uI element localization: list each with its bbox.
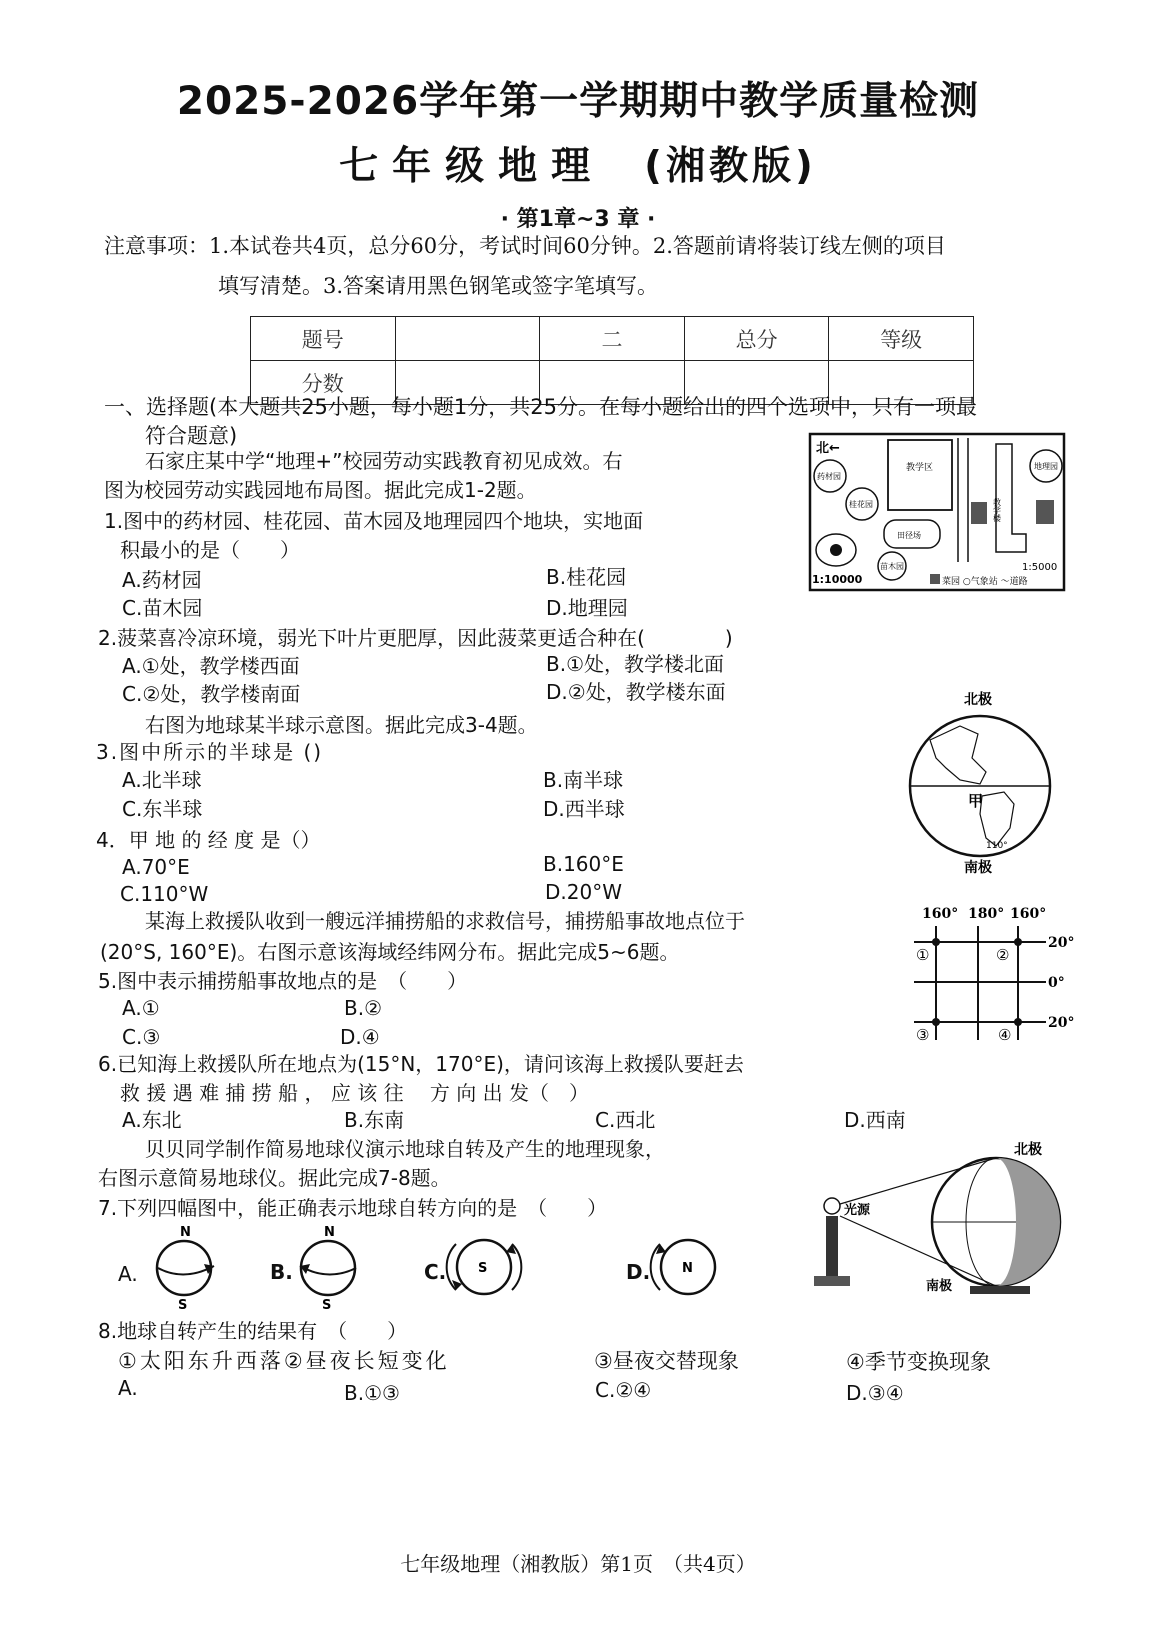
score-cell: 题号 [251,317,396,361]
guihua-label: 桂花园 [849,500,873,509]
option-d[interactable]: D.西半球 [543,797,625,821]
lat-label: 20° [1048,1015,1075,1031]
globe-figure [800,1136,1070,1302]
option-d[interactable]: D. [626,1260,651,1284]
globe-south-label: 南极 [926,1279,953,1294]
question-stem: 2.菠菜喜冷凉环境，弱光下叶片更肥厚，因此菠菜更适合种在( ) [98,626,733,650]
statement-4: ④季节变换现象 [846,1350,991,1374]
lat-label: 20° [1048,935,1075,951]
lon-label: 160° [922,906,959,922]
option-b[interactable]: B.桂花园 [546,565,627,589]
option-a[interactable]: A.北半球 [122,768,202,792]
question-stem: 4．甲 地 的 经 度 是（） [96,828,321,852]
notes-line2: 填写清楚。3.答案请用黑色钢笔或签字笔填写。 [218,274,659,298]
south-label: S [322,1298,332,1312]
option-a[interactable]: A.药材园 [122,568,202,592]
lon-label: 160° [1010,906,1047,922]
latlon-grid-figure [906,900,1076,1045]
question-stem: 1.图中的药材园、桂花园、苗木园及地理园四个地块，实地面 [104,509,644,533]
option-b[interactable]: B. [270,1260,293,1284]
option-a[interactable]: A.东北 [122,1108,182,1132]
dili-label: 地理园 [1034,462,1058,471]
score-cell: 总分 [684,317,829,361]
option-c[interactable]: C.东半球 [122,797,203,821]
north-label: N [180,1225,191,1240]
option-d[interactable]: D.②处，教学楼东面 [546,680,726,704]
score-cell: 等级 [829,317,974,361]
intro-text: 石家庄某中学“地理+”校园劳动实践教育初见成效。右 [145,449,623,473]
intro-text: 右图示意简易地球仪。据此完成7-8题。 [98,1166,451,1190]
option-d[interactable]: D.④ [340,1025,380,1049]
page-footer: 七年级地理（湘教版）第1页 （共4页） [400,1552,756,1576]
exam-title: 2025-2026学年第一学期期中教学质量检测 [176,79,980,124]
teaching-building-label: 教学楼 [992,498,1002,522]
score-cell [395,317,540,361]
option-c[interactable]: C.③ [122,1025,161,1049]
question-stem: 救 援 遇 难 捕 捞 船 ， 应 该 往 方 向 出 发（ ） [120,1081,590,1105]
globe-north-label: 北极 [1014,1142,1042,1158]
section-heading-cont: 符合题意) [145,424,238,448]
question-stem: 6.已知海上救援队所在地点为(15°N，170°E)，请问该海上救援队要赶去 [98,1052,744,1076]
chapter-range: · 第1章~3 章 · [500,207,656,232]
campus-map-figure [808,432,1066,592]
miaomu-label: 苗木园 [880,562,904,571]
option-a[interactable]: A. [118,1262,138,1286]
intro-text: 右图为地球某半球示意图。据此完成3-4题。 [145,713,538,737]
longitude-label: 110° [986,841,1008,851]
option-a[interactable]: A.70°E [122,855,190,879]
intro-text: 某海上救援队收到一艘远洋捕捞船的求救信号，捕捞船事故地点位于 [145,909,745,933]
option-c[interactable]: C.②处，教学楼南面 [122,682,301,706]
option-d[interactable]: D.③④ [846,1381,904,1405]
rotation-figure-c [444,1232,524,1302]
statement-1-2: ①太阳东升西落②昼夜长短变化 [118,1349,450,1373]
lat-label: 0° [1048,975,1065,991]
south-label: S [478,1261,488,1276]
teaching-area-label: 教学区 [906,463,934,473]
option-b[interactable]: B.② [344,996,383,1020]
south-pole-label: 南极 [964,860,992,876]
scale-right: 1:5000 [1022,562,1058,573]
edition-label: (湘教版) [644,144,817,189]
hemisphere-figure [900,688,1060,878]
option-d[interactable]: D.地理园 [546,596,628,620]
question-stem: 5.图中表示捕捞船事故地点的是 （ ） [98,969,468,993]
rotation-figure-d [648,1232,728,1302]
point-jia-label: 甲 [968,792,984,810]
option-c[interactable]: C.②④ [595,1378,652,1402]
notes-line1: 注意事项：1.本试卷共4页，总分60分，考试时间60分钟。2.答题前请将装订线左侧的项目 [104,234,946,258]
lon-label: 180° [968,906,1005,922]
north-arrow-label: 北← [816,441,840,456]
point-4: ④ [998,1026,1012,1044]
option-c[interactable]: C.苗木园 [122,596,203,620]
south-label: S [178,1298,188,1312]
scale-left: 1:10000 [812,573,863,586]
light-source-label: 光源 [844,1203,871,1218]
intro-text: 贝贝同学制作简易地球仪演示地球自转及产生的地理现象， [145,1137,665,1161]
point-2: ② [996,946,1010,964]
option-c[interactable]: C.西北 [595,1108,656,1132]
subject-title [0,135,1156,191]
option-b[interactable]: B.①③ [344,1381,400,1405]
option-b[interactable]: B.①处，教学楼北面 [546,652,725,676]
question-stem: 积最小的是（ ） [120,538,300,562]
option-a[interactable]: A.① [122,996,160,1020]
point-1: ① [916,946,930,964]
point-3: ③ [916,1026,930,1044]
statement-3: ③昼夜交替现象 [594,1349,739,1373]
score-cell: 分数 [251,361,396,405]
question-stem: 7.下列四幅图中，能正确表示地球自转方向的是 （ ） [98,1196,608,1220]
option-a[interactable]: A.①处，教学楼西面 [122,654,300,678]
subject-name: 七年级地理 [339,144,605,189]
playground-label: 田径场 [897,531,921,540]
option-b[interactable]: B.南半球 [543,768,624,792]
question-stem: 3.图中所示的半球是 () [96,740,324,764]
intro-text: 图为校园劳动实践园地布局图。据此完成1-2题。 [104,478,537,502]
option-d[interactable]: D.20°W [545,880,622,904]
map-legend: 菜园 ○气象站 〜道路 [942,577,1028,587]
option-b[interactable]: B.160°E [543,852,624,876]
question-stem: 8.地球自转产生的结果有 （ ） [98,1319,408,1343]
score-cell: 二 [540,317,685,361]
intro-text: (20°S, 160°E)。右图示意该海域经纬网分布。据此完成5~6题。 [100,940,680,964]
option-c[interactable]: C. [424,1260,447,1284]
yaocai-label: 药材园 [817,472,841,481]
section-heading: 一、选择题(本大题共25小题，每小题1分，共25分。在每小题给出的四个选项中，只有一项最 [104,395,977,419]
north-label: N [682,1261,693,1276]
option-c[interactable]: C.110°W [120,882,209,906]
north-label: N [324,1225,335,1240]
option-a[interactable]: A. [118,1376,138,1400]
rotation-figure-b [294,1222,374,1312]
north-pole-label: 北极 [964,692,992,708]
rotation-figure-a [150,1222,230,1312]
option-b[interactable]: B.东南 [344,1108,405,1132]
option-d[interactable]: D.西南 [844,1108,906,1132]
